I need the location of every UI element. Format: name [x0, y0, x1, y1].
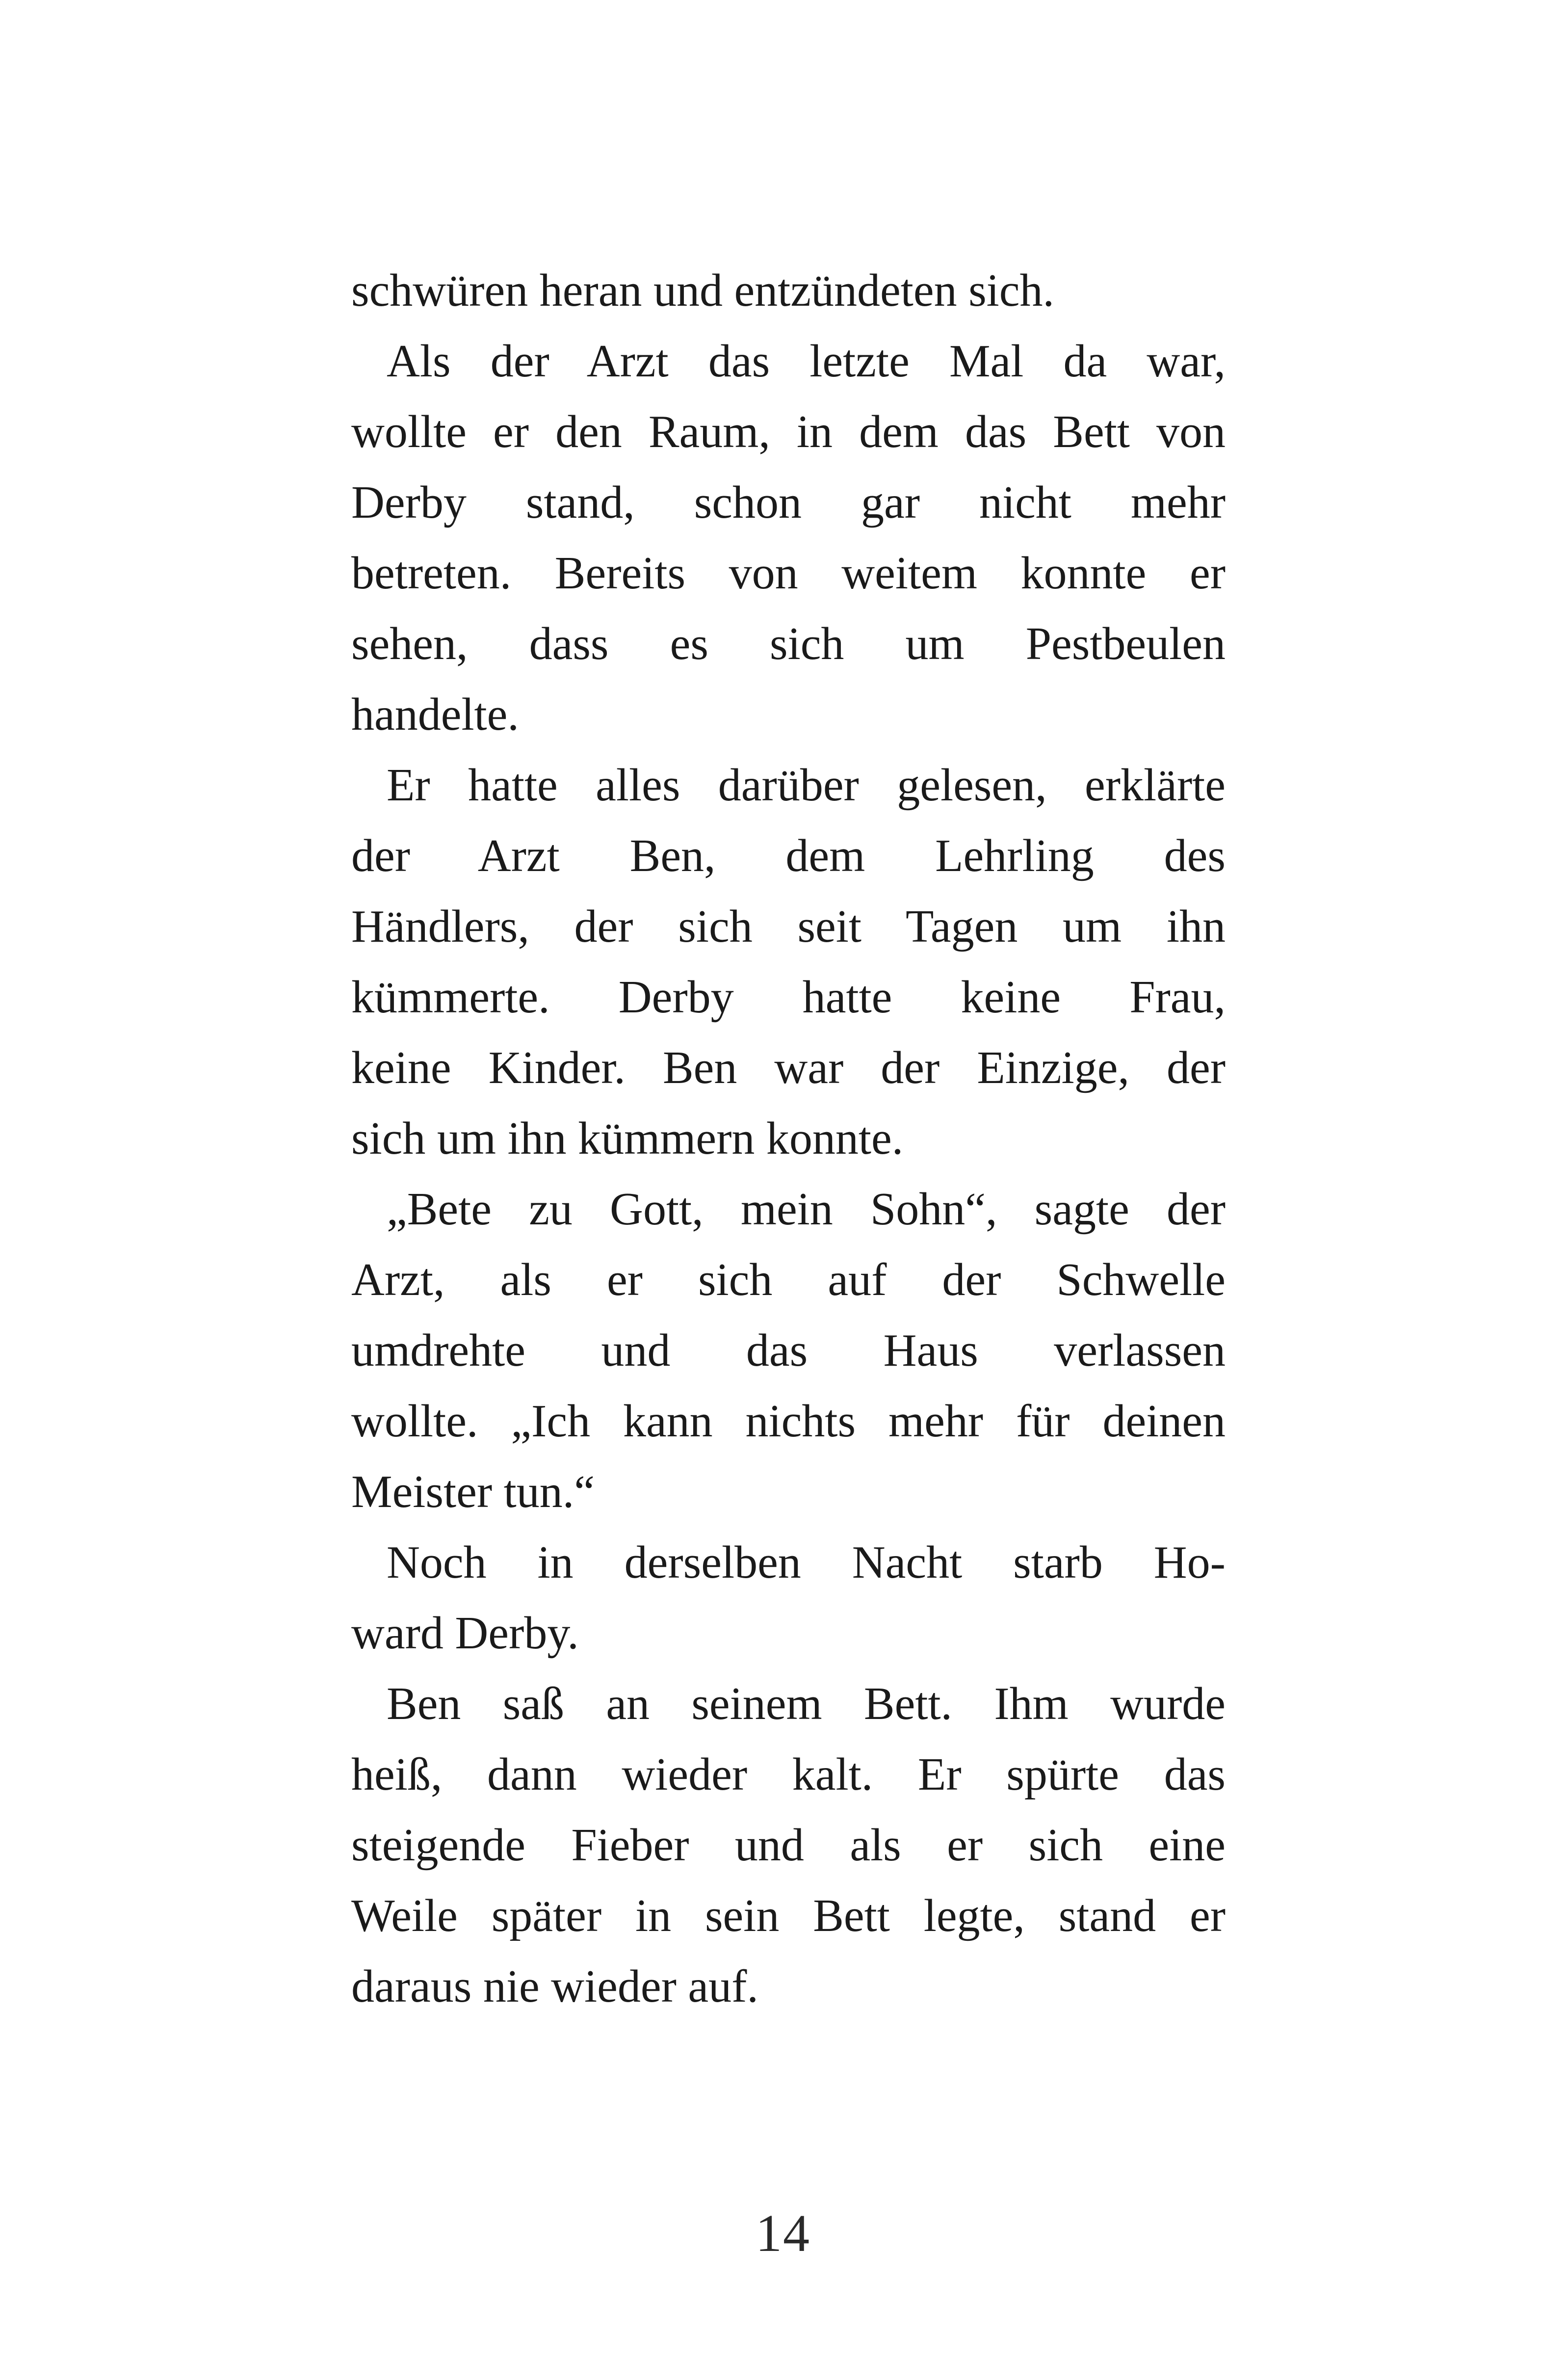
- text-line: handelte.: [351, 689, 519, 740]
- text-line: betreten. Bereits von weitem konnte er: [351, 548, 1226, 599]
- text-line: Derby stand, schon gar nicht mehr: [351, 477, 1226, 528]
- body-text: [351, 255, 1226, 2022]
- page-number: 14: [756, 2204, 810, 2263]
- text-line: kümmerte. Derby hatte keine Frau,: [351, 972, 1226, 1023]
- text-line: wollte. „Ich kann nichts mehr für deinen: [351, 1396, 1226, 1447]
- text-line: Als der Arzt das letzte Mal da war,: [387, 336, 1226, 387]
- text-line: keine Kinder. Ben war der Einzige, der: [351, 1042, 1226, 1093]
- text-line: der Arzt Ben, dem Lehrling des: [351, 830, 1226, 881]
- text-line: Er hatte alles darüber gelesen, erklärte: [387, 760, 1226, 811]
- text-line: Arzt, als er sich auf der Schwelle: [351, 1254, 1226, 1305]
- text-line: Händlers, der sich seit Tagen um ihn: [351, 901, 1226, 952]
- text-line: „Bete zu Gott, mein Sohn“, sagte der: [387, 1184, 1226, 1235]
- text-line: sehen, dass es sich um Pestbeulen: [351, 618, 1226, 669]
- text-line: Meister tun.“: [351, 1466, 595, 1517]
- text-line: Noch in derselben Nacht starb Ho-: [387, 1537, 1226, 1588]
- text-line: Weile später in sein Bett legte, stand er: [351, 1890, 1226, 1941]
- text-line: Ben saß an seinem Bett. Ihm wurde: [387, 1678, 1226, 1729]
- text-line: heiß, dann wieder kalt. Er spürte das: [351, 1749, 1226, 1800]
- text-line: ward Derby.: [351, 1608, 579, 1659]
- text-line: sich um ihn kümmern konnte.: [351, 1113, 904, 1164]
- text-line: wollte er den Raum, in dem das Bett von: [351, 406, 1226, 457]
- text-line: umdrehte und das Haus verlassen: [351, 1325, 1226, 1376]
- text-line: schwüren heran und entzündeten sich.: [351, 265, 1054, 316]
- text-line: steigende Fieber und als er sich eine: [351, 1820, 1226, 1871]
- text-line: daraus nie wieder auf.: [351, 1961, 758, 2012]
